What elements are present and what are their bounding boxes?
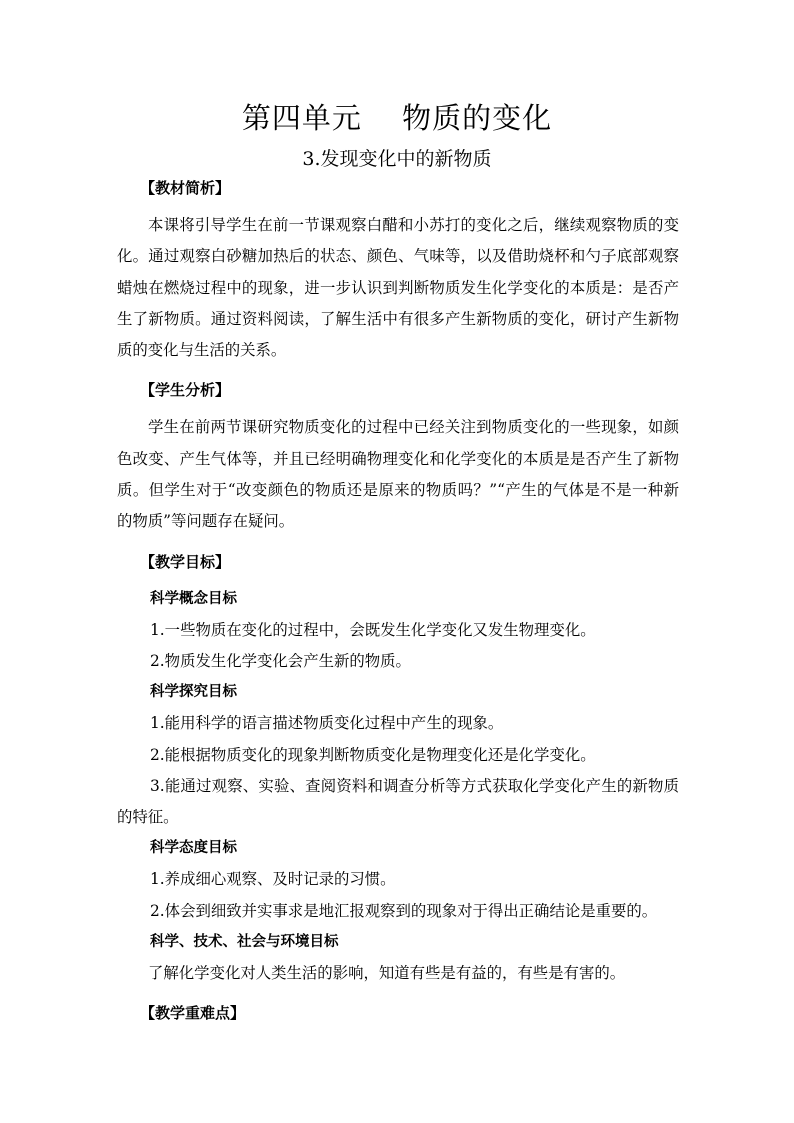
- section-heading-student-analysis: 【学生分析】: [140, 381, 231, 400]
- section-heading-teaching-goals: 【教学目标】: [140, 552, 231, 571]
- list-item: 1.养成细心观察、及时记录的习惯。: [150, 870, 396, 889]
- sts-goal-heading: 科学、技术、社会与环境目标: [150, 934, 339, 951]
- list-item: 2.能根据物质变化的现象判断物质变化是物理变化还是化学变化。: [150, 745, 596, 764]
- list-item: 2.物质发生化学变化会产生新的物质。: [150, 651, 411, 670]
- inquiry-goal-heading: 科学探究目标: [150, 684, 237, 701]
- concept-goal-heading: 科学概念目标: [150, 590, 237, 607]
- section-heading-textbook-analysis: 【教材简析】: [140, 179, 231, 197]
- sts-goal-text: 了解化学变化对人类生活的影响，知道有些是有益的，有些是有害的。: [148, 964, 626, 983]
- unit-title: 第四单元 物质的变化: [241, 101, 553, 135]
- document-body: [117, 173, 679, 1029]
- list-item: 1.能用科学的语言描述物质变化过程中产生的现象。: [150, 714, 504, 733]
- student-analysis-paragraph: 学生在前两节课研究物质变化的过程中已经关注到物质变化的一些现象，如颜色改变、产生气体等，并且已经明确物理变化和化学变化的本质是是否产生了新物质。但学生对于“改变颜色的物质还是原来的物质吗？”“产生的气体是不是一种新的物质”等问题存在疑问。: [117, 418, 679, 531]
- attitude-goal-heading: 科学态度目标: [150, 840, 237, 857]
- lesson-subtitle: 3.发现变化中的新物质: [302, 148, 492, 170]
- textbook-analysis-paragraph: 本课将引导学生在前一节课观察白醋和小苏打的变化之后，继续观察物质的变化。通过观察白砂糖加热后的状态、颜色、气味等，以及借助烧杯和勺子底部观察蜡烛在燃烧过程中的现象，进一步认识到判断物质发生化学变化的本质是：是否产生了新物质。通过资料阅读，了解生活中有很多产生新物质的变化，研讨产生新物质的变化与生活的关系。: [117, 216, 679, 360]
- section-heading-key-points: 【教学重难点】: [140, 1004, 246, 1023]
- list-item: 3.能通过观察、实验、查阅资料和调查分析等方式获取化学变化产生的新物质的特征。: [117, 776, 679, 827]
- list-item: 1.一些物质在变化的过程中，会既发生化学变化又发生物理变化。: [150, 620, 596, 639]
- list-item: 2.体会到细致并实事求是地汇报观察到的现象对于得出正确结论是重要的。: [150, 901, 658, 920]
